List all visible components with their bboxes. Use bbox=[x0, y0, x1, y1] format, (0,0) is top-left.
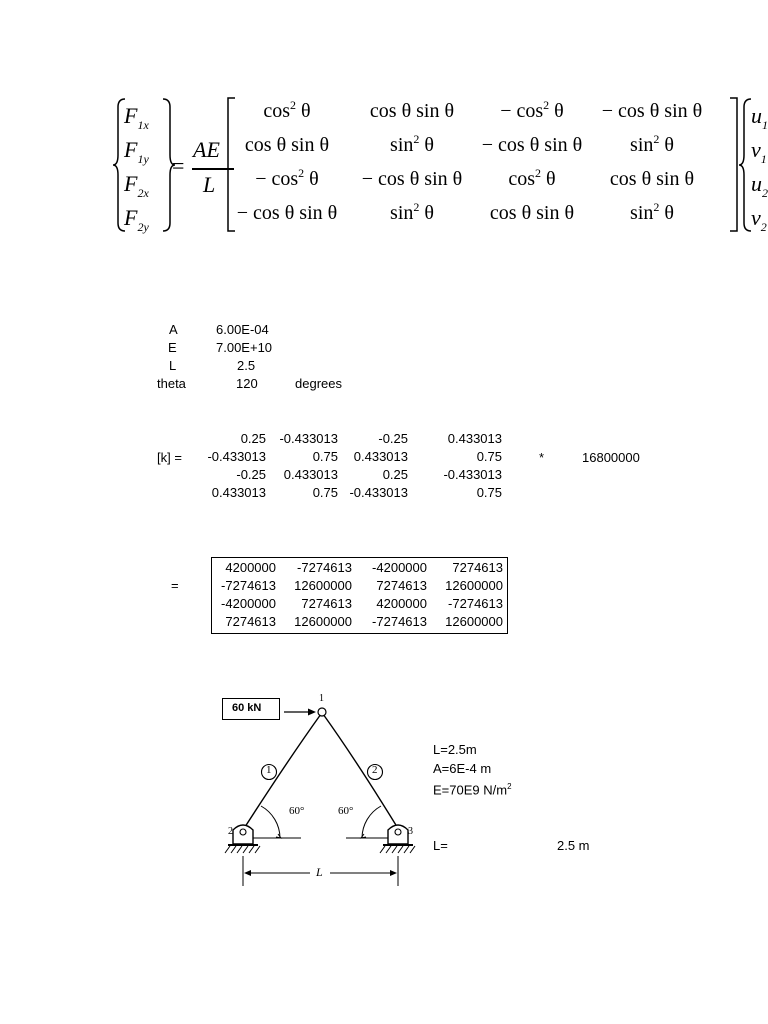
k-entry: 0.433013 bbox=[283, 467, 338, 482]
entry-sign: − bbox=[601, 100, 619, 122]
displacement-component bbox=[751, 205, 767, 234]
entry-sign: − bbox=[500, 100, 517, 122]
member-1-label: 1 bbox=[266, 764, 272, 776]
truss-drawing bbox=[200, 690, 430, 890]
param-label: theta bbox=[157, 376, 186, 391]
displacement-subscript: 2 bbox=[762, 186, 768, 200]
force-symbol: F bbox=[124, 137, 138, 162]
matrix-entry bbox=[352, 134, 472, 157]
entry-sign: − bbox=[255, 168, 272, 190]
param-label: L bbox=[169, 358, 177, 373]
force-component bbox=[124, 103, 149, 132]
matrix-entry bbox=[592, 134, 712, 157]
node-2-label: 2 bbox=[228, 826, 233, 837]
result-entry: 12600000 bbox=[445, 614, 503, 629]
matrix-entry bbox=[352, 202, 472, 225]
result-entry: 12600000 bbox=[294, 614, 352, 629]
entry-exponent: 2 bbox=[298, 166, 305, 180]
result-stiffness-matrix bbox=[211, 557, 508, 634]
param-unit: degrees bbox=[295, 376, 342, 391]
k-entry: -0.433013 bbox=[349, 485, 408, 500]
note-modulus bbox=[433, 782, 512, 797]
entry-variable: θ bbox=[304, 168, 319, 190]
param-value: 7.00E+10 bbox=[216, 340, 273, 355]
matrix-entry bbox=[227, 202, 347, 225]
force-symbol: F bbox=[124, 205, 138, 230]
entry-variable: θ bbox=[296, 100, 311, 122]
result-row bbox=[212, 596, 507, 614]
k-entry: 0.75 bbox=[476, 449, 502, 464]
result-entry: -7274613 bbox=[448, 596, 503, 611]
displacement-component bbox=[751, 103, 768, 132]
equals-sign: = bbox=[172, 153, 185, 178]
force-subscript: 2x bbox=[137, 186, 149, 200]
entry-function: cos bbox=[508, 168, 536, 190]
result-entry: -4200000 bbox=[372, 560, 427, 575]
matrix-entry bbox=[227, 168, 347, 191]
entry-function: cos bbox=[271, 168, 299, 190]
matrix-entry bbox=[227, 100, 347, 123]
displacement-symbol: u bbox=[751, 171, 762, 196]
force-symbol: F bbox=[124, 171, 138, 196]
entry-function: cos bbox=[516, 100, 544, 122]
entry-function: sin bbox=[630, 202, 654, 224]
param-value: 120 bbox=[236, 376, 258, 391]
result-row bbox=[212, 560, 507, 578]
entry-function: cos θ sin θ bbox=[244, 134, 330, 156]
entry-sign: − bbox=[361, 168, 379, 190]
matrix-entry bbox=[472, 134, 592, 157]
force-subscript: 1y bbox=[137, 152, 149, 166]
result-entry: 7274613 bbox=[225, 614, 276, 629]
k-entry: -0.433013 bbox=[443, 467, 502, 482]
matrix-entry bbox=[472, 202, 592, 225]
matrix-entry bbox=[227, 134, 347, 157]
member-2-label: 2 bbox=[372, 764, 378, 776]
param-label: A bbox=[169, 322, 178, 337]
entry-function: cos θ sin θ bbox=[378, 168, 463, 190]
displacement-component bbox=[751, 171, 768, 200]
angle-left-label: 60° bbox=[289, 805, 305, 817]
entry-function: sin bbox=[630, 134, 654, 156]
fraction-numerator: AE bbox=[193, 137, 220, 162]
force-component bbox=[124, 205, 149, 234]
result-equals: = bbox=[171, 578, 179, 593]
displacement-subscript: 1 bbox=[760, 152, 767, 166]
angle-right-label: 60° bbox=[338, 805, 354, 817]
matrix-entry bbox=[352, 168, 472, 191]
fraction-denominator: L bbox=[203, 172, 216, 197]
load-label: 60 kN bbox=[232, 702, 262, 714]
result-entry: 4200000 bbox=[376, 596, 427, 611]
transform-matrix bbox=[232, 100, 732, 236]
entry-function: sin bbox=[390, 134, 414, 156]
node-1-label: 1 bbox=[319, 693, 324, 704]
matrix-entry bbox=[472, 100, 592, 123]
result-row bbox=[212, 614, 507, 632]
result-entry: -7274613 bbox=[221, 578, 276, 593]
note-length: L=2.5m bbox=[433, 742, 477, 757]
multiply-sign: * bbox=[539, 450, 545, 465]
result-entry: -4200000 bbox=[221, 596, 276, 611]
force-subscript: 1x bbox=[137, 118, 149, 132]
k-entry: 0.433013 bbox=[211, 485, 266, 500]
entry-function: sin bbox=[390, 202, 414, 224]
note-modulus-text: E=70E9 N/m bbox=[433, 782, 508, 798]
entry-sign: − bbox=[236, 202, 254, 224]
result-entry: 7274613 bbox=[376, 578, 427, 593]
displacement-symbol: v bbox=[751, 137, 761, 162]
entry-variable: θ bbox=[419, 134, 434, 156]
k-entry: 0.25 bbox=[240, 431, 266, 446]
k-entry: 0.25 bbox=[382, 467, 408, 482]
note-area: A=6E-4 m bbox=[433, 761, 492, 776]
param-label: E bbox=[168, 340, 177, 355]
k-entry: -0.25 bbox=[236, 467, 266, 482]
matrix-entry bbox=[592, 100, 712, 123]
entry-function: cos θ sin θ bbox=[489, 202, 575, 224]
matrix-entry bbox=[352, 100, 472, 123]
matrix-entry bbox=[472, 168, 592, 191]
result-entry: -7274613 bbox=[372, 614, 427, 629]
node-3-label: 3 bbox=[408, 826, 413, 837]
param-value: 2.5 bbox=[237, 358, 256, 373]
multiplier-value: 16800000 bbox=[582, 450, 640, 465]
entry-exponent: 2 bbox=[535, 166, 542, 180]
k-label: [k] = bbox=[157, 450, 182, 465]
k-entry: 0.75 bbox=[476, 485, 502, 500]
k-entry: 0.75 bbox=[312, 485, 338, 500]
result-entry: 7274613 bbox=[452, 560, 503, 575]
displacement-subscript: 1 bbox=[762, 118, 768, 132]
entry-function: cos bbox=[263, 100, 291, 122]
entry-variable: θ bbox=[659, 202, 674, 224]
entry-exponent: 2 bbox=[653, 200, 660, 214]
matrix-entry bbox=[592, 168, 712, 191]
note-length-2-value: 2.5 m bbox=[557, 838, 590, 853]
entry-variable: θ bbox=[541, 168, 556, 190]
entry-function: cos θ sin θ bbox=[609, 168, 695, 190]
result-entry: -7274613 bbox=[297, 560, 352, 575]
entry-function: cos θ sin θ bbox=[498, 134, 583, 156]
param-value: 6.00E-04 bbox=[216, 322, 269, 337]
result-entry: 4200000 bbox=[225, 560, 276, 575]
entry-exponent: 2 bbox=[543, 98, 550, 112]
result-row bbox=[212, 578, 507, 596]
displacement-symbol: v bbox=[751, 205, 761, 230]
k-coefficient-matrix bbox=[200, 431, 520, 511]
entry-sign: − bbox=[481, 134, 499, 156]
entry-variable: θ bbox=[549, 100, 564, 122]
entry-function: cos θ sin θ bbox=[253, 202, 338, 224]
force-subscript: 2y bbox=[137, 220, 149, 234]
k-entry: 0.433013 bbox=[447, 431, 502, 446]
entry-function: cos θ sin θ bbox=[618, 100, 703, 122]
result-entry: 12600000 bbox=[294, 578, 352, 593]
span-label: L bbox=[316, 865, 323, 879]
entry-variable: θ bbox=[659, 134, 674, 156]
entry-function: cos θ sin θ bbox=[369, 100, 455, 122]
entry-exponent: 2 bbox=[290, 98, 297, 112]
displacement-component bbox=[751, 137, 767, 166]
note-modulus-exponent: 2 bbox=[507, 782, 512, 791]
k-entry: -0.25 bbox=[378, 431, 408, 446]
entry-exponent: 2 bbox=[653, 132, 660, 146]
entry-variable: θ bbox=[419, 202, 434, 224]
result-entry: 12600000 bbox=[445, 578, 503, 593]
force-component bbox=[124, 171, 149, 200]
displacement-symbol: u bbox=[751, 103, 762, 128]
k-entry: -0.433013 bbox=[207, 449, 266, 464]
matrix-entry bbox=[592, 202, 712, 225]
entry-exponent: 2 bbox=[413, 200, 420, 214]
k-entry: -0.433013 bbox=[279, 431, 338, 446]
entry-exponent: 2 bbox=[413, 132, 420, 146]
note-length-2-label: L= bbox=[433, 838, 448, 853]
k-entry: 0.75 bbox=[312, 449, 338, 464]
force-component bbox=[124, 137, 149, 166]
displacement-subscript: 2 bbox=[760, 220, 767, 234]
force-symbol: F bbox=[124, 103, 138, 128]
k-entry: 0.433013 bbox=[353, 449, 408, 464]
result-entry: 7274613 bbox=[301, 596, 352, 611]
